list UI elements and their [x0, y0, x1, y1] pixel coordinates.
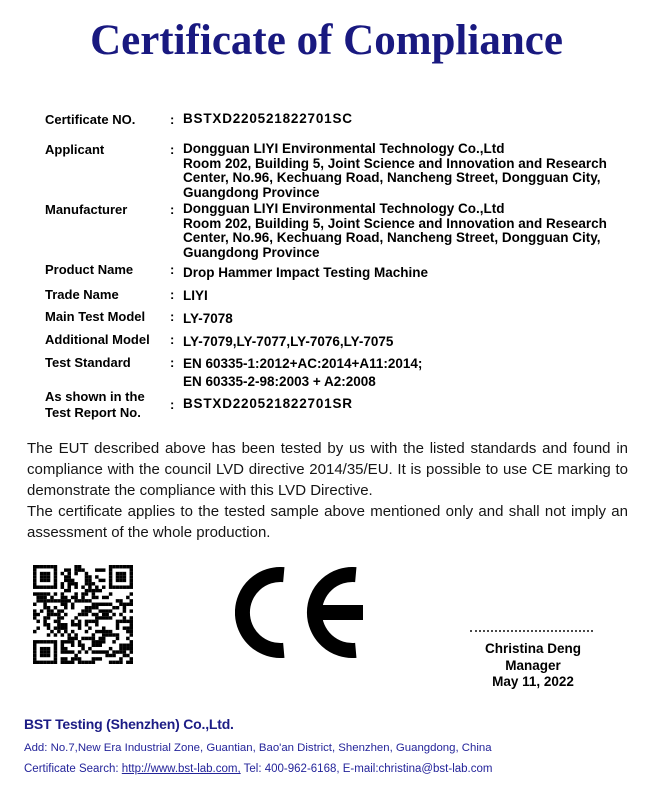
signatory-role: Manager — [505, 657, 561, 673]
field-label-line: Test Standard — [45, 355, 131, 370]
field-value — [183, 355, 422, 391]
ce-mark-icon — [235, 567, 365, 658]
colon-separator: : — [170, 355, 175, 370]
contact-info: Tel: 400-962-6168, E-mail:christina@bst-lab.com — [240, 763, 493, 775]
field-value — [183, 112, 353, 127]
statement-line: The certificate applies to the tested sample above mentioned only and shall not imply an — [27, 503, 628, 520]
field-value-line: Center, No.96, Kechuang Road, Nancheng Street, Dongguan City, — [183, 170, 601, 186]
field-label — [45, 287, 119, 303]
field-label-line: Main Test Model — [45, 309, 146, 324]
field-value-line: Dongguan LIYI Environmental Technology Co.,Ltd — [183, 201, 505, 216]
compliance-statement — [27, 438, 628, 543]
field-value — [183, 312, 233, 327]
field-value — [183, 335, 393, 350]
signature-line — [470, 630, 593, 632]
field-value-line: BSTXD220521822701SR — [183, 396, 353, 411]
certificate-search-label: Certificate Search: — [24, 763, 122, 775]
colon-separator: : — [170, 332, 175, 347]
field-value-line: Room 202, Building 5, Joint Science and Innovation and Research — [183, 155, 607, 171]
colon-separator: : — [170, 202, 175, 217]
field-label — [45, 309, 145, 325]
statement-line: The EUT described above has been tested by us with the listed standards and found in — [27, 440, 628, 457]
issuer-company-name: BST Testing (Shenzhen) Co.,Ltd. — [24, 716, 234, 732]
field-value-line: Room 202, Building 5, Joint Science and Innovation and Research — [183, 215, 607, 231]
qr-code — [33, 565, 133, 664]
colon-separator: : — [170, 262, 175, 277]
field-value-line: BSTXD220521822701SC — [183, 111, 353, 126]
field-value-line: LIYI — [183, 288, 208, 303]
field-value-line: Drop Hammer Impact Testing Machine — [183, 265, 429, 280]
field-value-line: Guangdong Province — [183, 244, 320, 260]
field-label-line: As shown in the — [45, 389, 145, 404]
statement-line: demonstrate the compliance with this LVD Directive. — [27, 482, 373, 499]
field-value — [183, 142, 607, 200]
field-label-line: Manufacturer — [45, 202, 128, 217]
field-label — [45, 112, 135, 128]
colon-separator: : — [170, 112, 175, 127]
field-value-line: Dongguan LIYI Environmental Technology Co.,Ltd — [183, 141, 505, 156]
issuer-address: Add: No.7,New Era Industrial Zone, Guantian, Bao'an District, Shenzhen, Guangdong, China — [24, 742, 492, 754]
field-value-line: EN 60335-1:2012+AC:2014+A11:2014; — [183, 356, 423, 371]
field-label — [45, 142, 104, 158]
field-label — [45, 262, 133, 278]
field-value — [183, 202, 607, 260]
field-label-line: Applicant — [45, 142, 105, 157]
field-label-line: Additional Model — [45, 332, 150, 347]
field-value-line: Center, No.96, Kechuang Road, Nancheng Street, Dongguan City, — [183, 230, 601, 246]
field-value-line: LY-7079,LY-7077,LY-7076,LY-7075 — [183, 334, 394, 349]
certificate-search-link[interactable]: http://www.bst-lab.com, — [121, 763, 241, 775]
field-value — [183, 289, 208, 304]
certificate-title: Certificate of Compliance — [90, 17, 563, 64]
colon-separator: : — [170, 309, 175, 324]
field-value-line: LY-7078 — [183, 311, 233, 326]
field-label — [45, 389, 145, 421]
statement-line: compliance with the council LVD directive 2014/35/EU. It is possible to use CE marking to — [27, 461, 628, 478]
field-label-line: Trade Name — [45, 287, 119, 302]
colon-separator: : — [170, 142, 175, 157]
field-value-line: Guangdong Province — [183, 184, 320, 200]
signature-date: May 11, 2022 — [492, 674, 574, 689]
signatory-name: Christina Deng — [484, 641, 581, 656]
field-label-line: Test Report No. — [45, 405, 141, 420]
field-label — [45, 355, 131, 371]
colon-separator: : — [170, 397, 175, 412]
field-value — [183, 266, 428, 281]
field-label — [45, 202, 127, 218]
colon-separator: : — [170, 287, 175, 302]
certificate-search-line — [24, 763, 492, 775]
field-value — [183, 397, 353, 412]
field-label — [45, 332, 150, 348]
field-label-line: Product Name — [45, 262, 134, 277]
field-label-line: Certificate NO. — [45, 112, 136, 127]
statement-line: assessment of the whole production. — [27, 524, 271, 541]
signature-block — [443, 641, 623, 691]
field-value-line: EN 60335-2-98:2003 + A2:2008 — [183, 374, 376, 389]
